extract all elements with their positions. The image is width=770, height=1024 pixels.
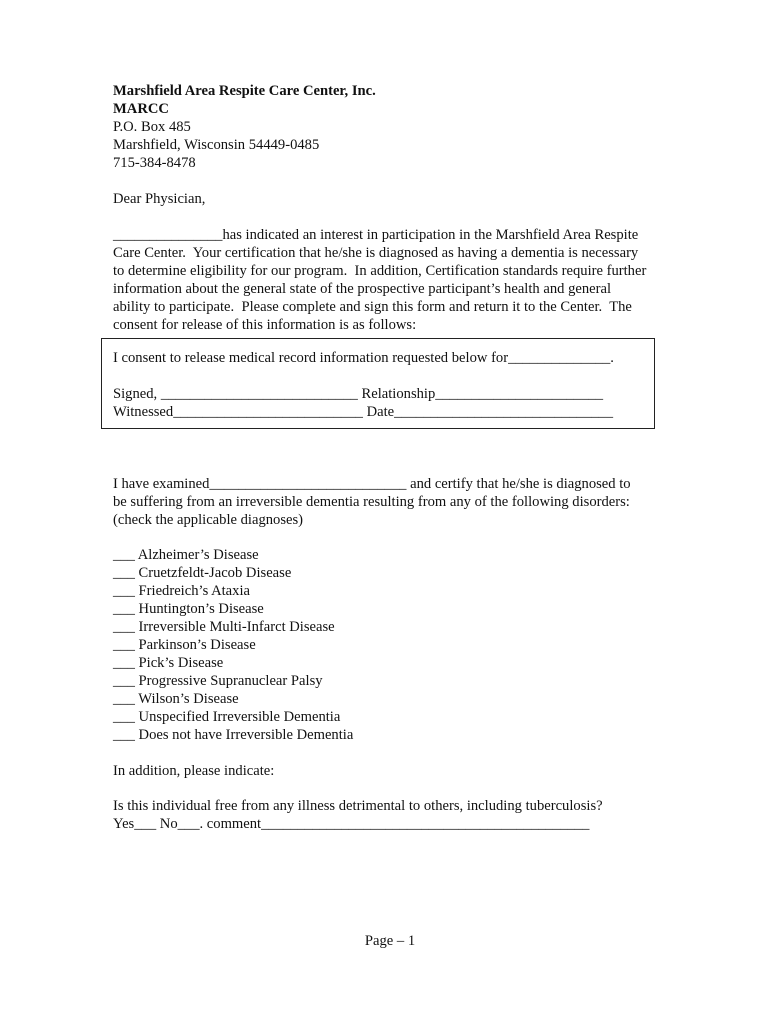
consent-release-line[interactable]: I consent to release medical record information requested below for______________. xyxy=(113,350,614,366)
diagnosis-item[interactable]: ___ Progressive Supranuclear Palsy xyxy=(113,673,323,689)
diagnosis-item[interactable]: ___ Friedreich’s Ataxia xyxy=(113,583,250,599)
diagnosis-item[interactable]: ___ Huntington’s Disease xyxy=(113,601,264,617)
consent-signed-line[interactable]: Signed, ___________________________ Relationship_______________________ xyxy=(113,386,604,402)
diagnosis-item[interactable]: ___ Parkinson’s Disease xyxy=(113,637,256,653)
intro-line: ability to participate. Please complete and sign this form and return it to the Center. The xyxy=(113,299,632,315)
intro-line: Care Center. Your certification that he/she is diagnosed as having a dementia is necessary xyxy=(113,245,639,261)
diagnosis-item[interactable]: ___ Alzheimer’s Disease xyxy=(113,547,259,563)
diagnosis-item[interactable]: ___ Unspecified Irreversible Dementia xyxy=(113,709,341,725)
illness-answer-line[interactable]: Yes___ No___. comment_____________________________________________ xyxy=(113,816,590,832)
exam-line: be suffering from an irreversible dementia resulting from any of the following disorders: xyxy=(113,494,630,510)
diagnosis-item[interactable]: ___ Irreversible Multi-Infarct Disease xyxy=(113,619,335,635)
org-abbrev: MARCC xyxy=(113,101,169,117)
intro-line: to determine eligibility for our program. In addition, Certification standards require further xyxy=(113,263,647,279)
page-number: Page – 1 xyxy=(364,933,416,949)
diagnosis-item[interactable]: ___ Does not have Irreversible Dementia xyxy=(113,727,354,743)
exam-line: (check the applicable diagnoses) xyxy=(113,512,304,528)
city-line: Marshfield, Wisconsin 54449-0485 xyxy=(113,137,320,153)
intro-line: consent for release of this information is as follows: xyxy=(113,317,417,333)
po-box: P.O. Box 485 xyxy=(113,119,191,135)
phone-line: 715-384-8478 xyxy=(113,155,196,171)
illness-question: Is this individual free from any illness detrimental to others, including tuberculosis? xyxy=(113,798,603,814)
intro-line: _______________has indicated an interest in participation in the Marshfield Area Respite xyxy=(113,227,639,243)
consent-witnessed-line[interactable]: Witnessed__________________________ Date______________________________ xyxy=(113,404,614,420)
diagnosis-item[interactable]: ___ Pick’s Disease xyxy=(113,655,224,671)
diagnosis-item[interactable]: ___ Cruetzfeldt-Jacob Disease xyxy=(113,565,292,581)
intro-line: information about the general state of the prospective participant’s health and general xyxy=(113,281,612,297)
org-name: Marshfield Area Respite Care Center, Inc. xyxy=(113,83,376,99)
consent-box xyxy=(101,338,655,429)
diagnosis-item[interactable]: ___ Wilson’s Disease xyxy=(113,691,239,707)
salutation: Dear Physician, xyxy=(113,191,206,207)
additional-heading: In addition, please indicate: xyxy=(113,763,275,779)
exam-line[interactable]: I have examined___________________________ and certify that he/she is diagnosed to xyxy=(113,476,631,492)
